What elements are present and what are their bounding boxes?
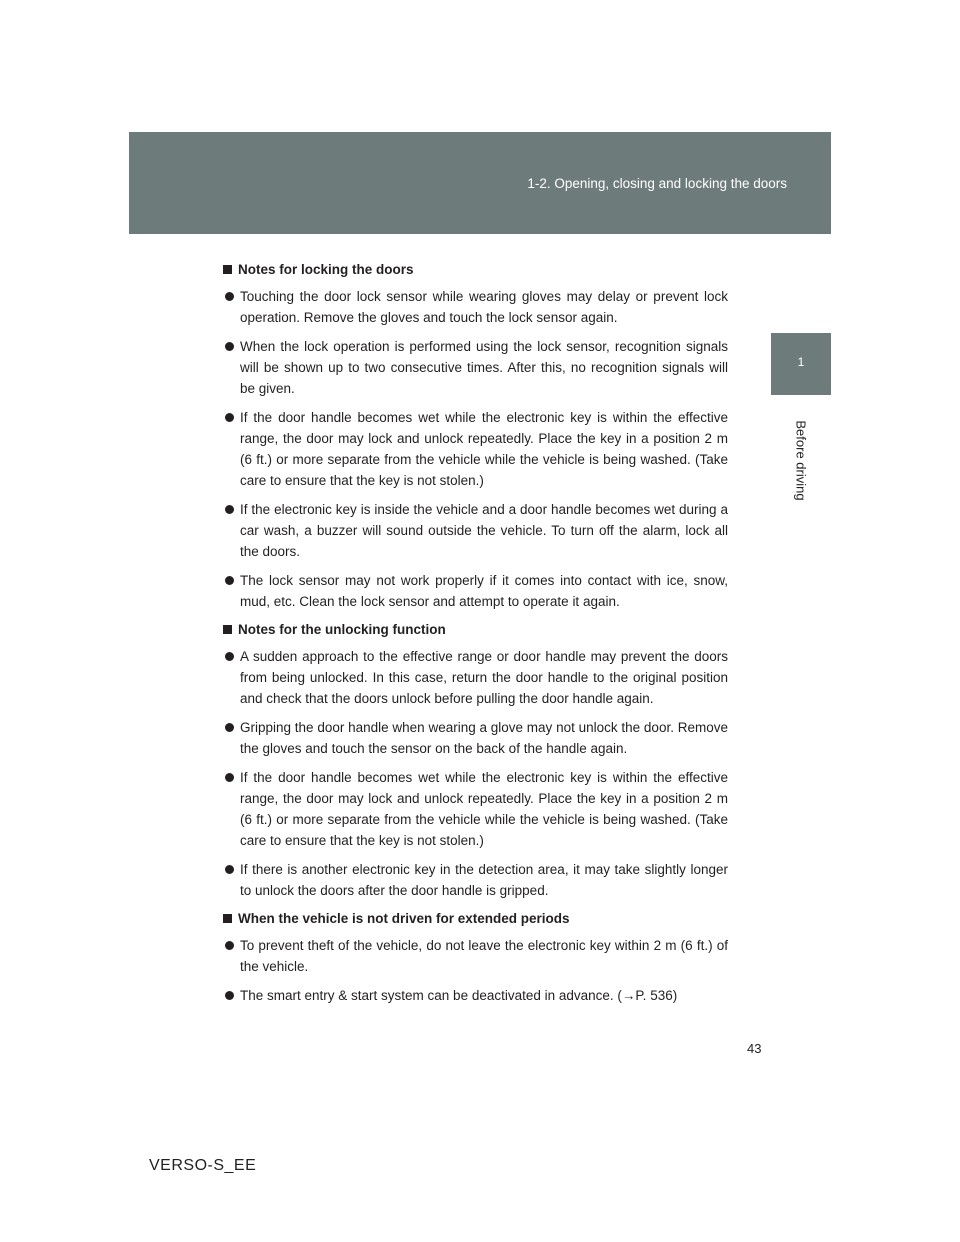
section-heading-text: When the vehicle is not driven for extended periods [238, 911, 570, 926]
round-bullet-icon [225, 991, 234, 1000]
round-bullet-icon [225, 652, 234, 661]
round-bullet-icon [225, 941, 234, 950]
section-heading [222, 620, 728, 640]
list-item-text: If the door handle becomes wet while the electronic key is within the effective range, the door may lock and unlock repeatedly. Place the key in a position 2 m (6 ft.) or more separate from the vehicle while the vehicle is being washed. (Take care to ensure that the key is not stolen.) [240, 410, 728, 488]
list-item [222, 985, 728, 1006]
section-locking-notes [222, 260, 728, 612]
list-item [222, 646, 728, 709]
round-bullet-icon [225, 342, 234, 351]
round-bullet-icon [225, 723, 234, 732]
list-item [222, 336, 728, 399]
chapter-tab-label-wrapper [793, 409, 809, 499]
section-heading-text: Notes for locking the doors [238, 262, 414, 277]
chapter-tab-number: 1 [797, 355, 805, 369]
list-item-text: To prevent theft of the vehicle, do not leave the electronic key within 2 m (6 ft.) of the vehicle. [240, 938, 728, 974]
section-unlocking-notes [222, 620, 728, 901]
section-extended-periods [222, 909, 728, 1006]
list-item [222, 935, 728, 977]
list-item-text: If the electronic key is inside the vehicle and a door handle becomes wet during a car wash, a buzzer will sound outside the vehicle. To turn off the alarm, lock all the doors. [240, 502, 728, 559]
list-item-text: When the lock operation is performed using the lock sensor, recognition signals will be shown up to two consecutive times. After this, no recognition signals will be given. [240, 339, 728, 396]
round-bullet-icon [225, 773, 234, 782]
list-item [222, 570, 728, 612]
header-band [129, 132, 831, 234]
round-bullet-icon [225, 292, 234, 301]
list-item [222, 767, 728, 851]
round-bullet-icon [225, 865, 234, 874]
list-item-text: Touching the door lock sensor while wearing gloves may delay or prevent lock operation. Remove the gloves and touch the lock sensor again. [240, 289, 728, 325]
page-content [222, 260, 728, 1014]
square-bullet-icon [223, 914, 232, 923]
round-bullet-icon [225, 505, 234, 514]
chapter-tab [771, 333, 831, 395]
list-item-text: If the door handle becomes wet while the electronic key is within the effective range, the door may lock and unlock repeatedly. Place the key in a position 2 m (6 ft.) or more separate from the vehicle while the vehicle is being washed. (Take care to ensure that the key is not stolen.) [240, 770, 728, 848]
section-heading [222, 909, 728, 929]
list-item [222, 717, 728, 759]
square-bullet-icon [223, 625, 232, 634]
list-item [222, 407, 728, 491]
list-item-text: Gripping the door handle when wearing a glove may not unlock the door. Remove the gloves and touch the sensor on the back of the handle again. [240, 720, 728, 756]
round-bullet-icon [225, 413, 234, 422]
section-heading [222, 260, 728, 280]
square-bullet-icon [223, 265, 232, 274]
list-item [222, 859, 728, 901]
page-number: 43 [747, 1041, 762, 1056]
chapter-section-title: 1-2. Opening, closing and locking the doors [527, 176, 787, 191]
chapter-tab-label: Before driving [793, 420, 809, 501]
model-code: VERSO-S_EE [149, 1157, 257, 1174]
list-item [222, 499, 728, 562]
round-bullet-icon [225, 576, 234, 585]
section-heading-text: Notes for the unlocking function [238, 622, 446, 637]
list-item-text: The lock sensor may not work properly if it comes into contact with ice, snow, mud, etc. Clean the lock sensor and attempt to operate it again. [240, 573, 728, 609]
list-item-text: The smart entry & start system can be deactivated in advance. (→P. 536) [240, 988, 678, 1003]
list-item [222, 286, 728, 328]
list-item-text: A sudden approach to the effective range or door handle may prevent the doors from being unlocked. In this case, return the door handle to the original position and check that the doors unlock before pulling the door handle again. [240, 649, 728, 706]
list-item-text: If there is another electronic key in the detection area, it may take slightly longer to unlock the doors after the door handle is gripped. [240, 862, 728, 898]
